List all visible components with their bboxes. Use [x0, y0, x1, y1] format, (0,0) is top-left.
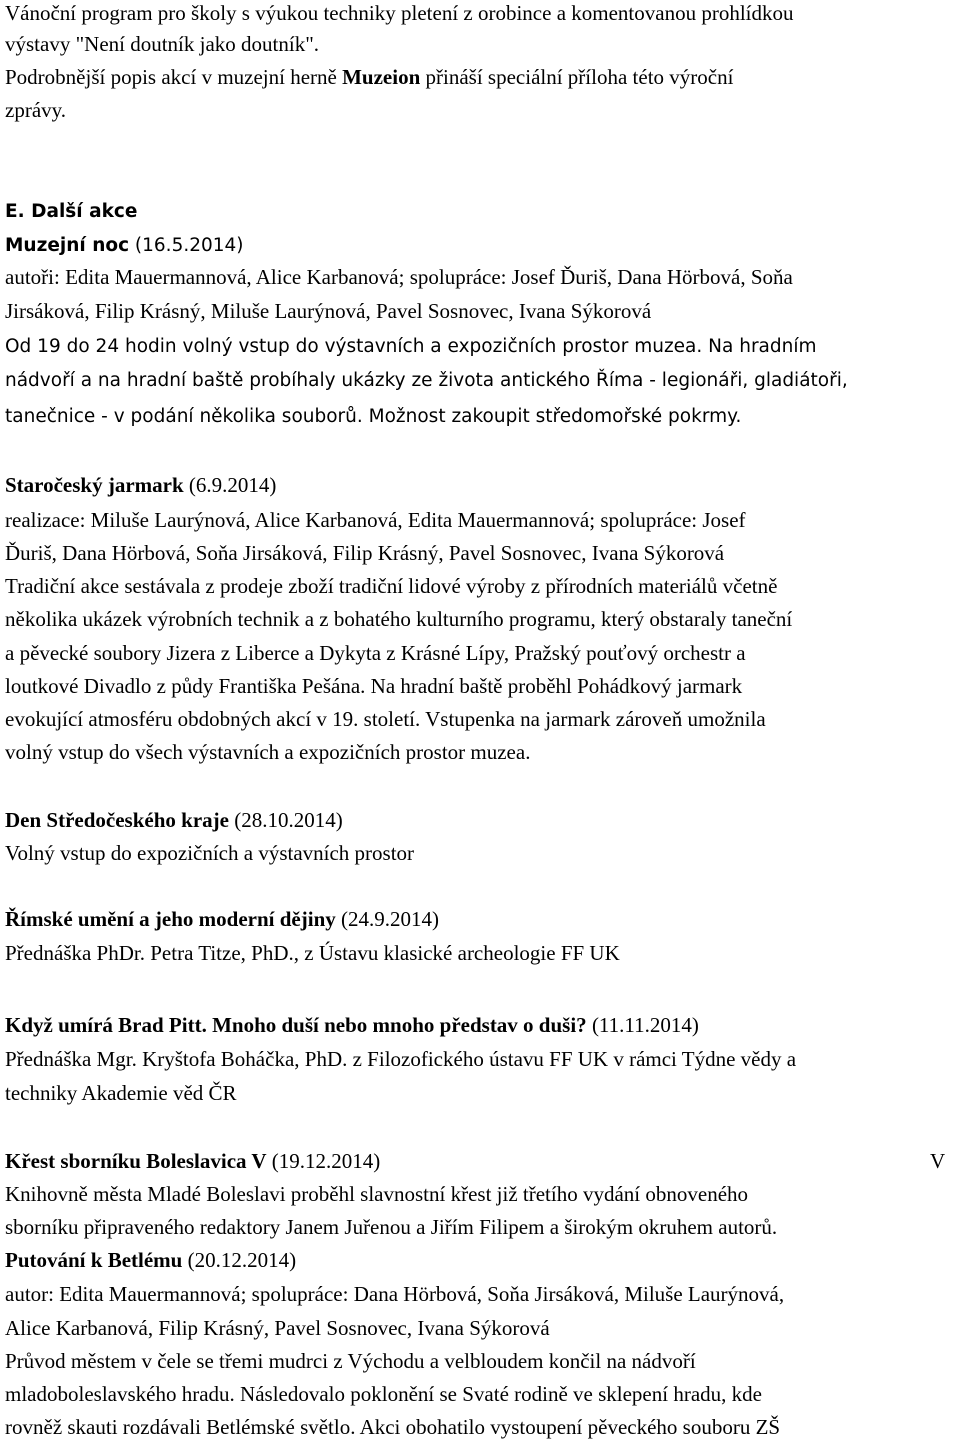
event-description: Průvod městem v čele se třemi mudrci z Východu a velbloudem končil na nádvoří	[5, 1349, 696, 1373]
event-date: (28.10.2014)	[228, 808, 343, 832]
intro-line-1	[5, 0, 794, 26]
event-authors: realizace: Miluše Laurýnová, Alice Karbanová, Edita Mauermannová; spolupráce: Josef	[5, 508, 746, 532]
intro-text: přináší speciální příloha této výroční	[420, 65, 734, 89]
muzejni-noc-desc-3	[5, 404, 741, 430]
event-date: (19.12.2014)	[266, 1149, 381, 1173]
event-authors: Ďuriš, Dana Hörbová, Soňa Jirsáková, Filip Krásný, Pavel Sosnovec, Ivana Sýkorová	[5, 541, 725, 565]
event-description: sborníku připraveného redaktory Janem Juřenou a Jiřím Filipem a širokým okruhem autorů.	[5, 1215, 778, 1239]
event-date: (16.5.2014)	[129, 235, 244, 256]
betlem-line-2	[5, 1315, 550, 1341]
jarmark-line-5	[5, 640, 746, 666]
event-description: techniky Akademie věd ČR	[5, 1081, 237, 1105]
event-title-den-kraje	[5, 807, 343, 833]
event-title: Křest sborníku Boleslavica V	[5, 1149, 267, 1173]
muzejni-noc-desc-1	[5, 332, 817, 358]
brad-pitt-line-1	[5, 1046, 796, 1072]
event-description: nádvoří a na hradní baště probíhaly ukázky ze života antického Říma - legionáři, gladiátoři,	[5, 370, 848, 391]
event-title-jarmark	[5, 472, 276, 498]
event-description: Knihovně města Mladé Boleslavi proběhl slavnostní křest již třetího vydání obnoveného	[5, 1182, 749, 1206]
event-authors: autoři: Edita Mauermannová, Alice Karbanová; spolupráce: Josef Ďuriš, Dana Hörbová, Soňa	[5, 265, 793, 289]
event-description: Možnost zakoupit středomořské pokrmy.	[362, 406, 742, 427]
brad-pitt-line-2	[5, 1080, 237, 1106]
section-heading-text: E. Další akce	[5, 201, 138, 222]
betlem-line-3	[5, 1348, 696, 1374]
jarmark-line-2	[5, 540, 724, 566]
intro-text: výstavy "Není doutník jako doutník".	[5, 32, 320, 56]
section-heading	[5, 199, 137, 225]
event-description: Volný vstup do expozičních a výstavních prostor	[5, 841, 415, 865]
event-authors: autor: Edita Mauermannová; spolupráce: Dana Hörbová, Soňa Jirsáková, Miluše Laurýnová,	[5, 1282, 785, 1306]
stray-v-text: V	[930, 1149, 946, 1173]
event-title-brad-pitt	[5, 1012, 699, 1038]
event-description: Přednáška PhDr. Petra Titze, PhD., z Ústavu klasické archeologie FF UK	[5, 941, 620, 965]
betlem-line-4	[5, 1381, 762, 1407]
event-description: evokující atmosféru obdobných akcí v 19. století. Vstupenka na jarmark zároveň umožnila	[5, 707, 766, 731]
jarmark-line-7	[5, 706, 766, 732]
stray-v-letter	[930, 1148, 945, 1174]
intro-line-2	[5, 31, 319, 57]
jarmark-line-6	[5, 673, 742, 699]
jarmark-line-3	[5, 573, 777, 599]
event-description: tanečnice - v podání několika souborů.	[5, 406, 363, 427]
event-date: (11.11.2014)	[586, 1013, 699, 1037]
event-description: několika ukázek výrobních technik a z bohatého kulturního programu, který obstaraly taneční	[5, 607, 793, 631]
intro-text: Vánoční program pro školy s výukou techniky pletení z orobince a komentovanou prohlídkou	[5, 1, 794, 25]
event-title: Římské umění a jeho moderní dějiny	[5, 907, 336, 931]
jarmark-line-8	[5, 739, 530, 765]
event-description: rovněž skauti rozdávali Betlémské světlo. Akci obohatilo vystoupení pěveckého souboru ZŠ	[5, 1415, 781, 1439]
krest-line-2	[5, 1214, 777, 1240]
intro-text: zprávy.	[5, 98, 67, 122]
event-title: Muzejní noc	[5, 235, 130, 256]
jarmark-line-4	[5, 606, 792, 632]
intro-line-4	[5, 97, 66, 123]
krest-line-1	[5, 1181, 748, 1207]
rimske-umeni-line-1	[5, 940, 620, 966]
jarmark-line-1	[5, 507, 746, 533]
event-description: loutkové Divadlo z půdy Františka Pešána. Na hradní baště proběhl Pohádkový jarmark	[5, 674, 743, 698]
event-date: (24.9.2014)	[335, 907, 439, 931]
muzejni-noc-authors-2	[5, 298, 651, 324]
event-title: Putování k Betlému	[5, 1248, 183, 1272]
event-title-betlem	[5, 1247, 296, 1273]
den-kraje-line-1	[5, 840, 414, 866]
betlem-line-5	[5, 1414, 780, 1440]
event-title-krest	[5, 1148, 380, 1174]
event-description: a pěvecké soubory Jizera z Liberce a Dykyta z Krásné Lípy, Pražský pouťový orchestr a	[5, 641, 746, 665]
event-date: (6.9.2014)	[183, 473, 277, 497]
event-title: Staročeský jarmark	[5, 473, 184, 497]
event-description: volný vstup do všech výstavních a expozičních prostor muzea.	[5, 740, 531, 764]
event-authors: Jirsáková, Filip Krásný, Miluše Laurýnová, Pavel Sosnovec, Ivana Sýkorová	[5, 299, 652, 323]
event-title-rimske-umeni	[5, 906, 439, 932]
event-description: mladoboleslavského hradu. Následovalo poklonění se Svaté rodině ve sklepení hradu, kde	[5, 1382, 762, 1406]
event-date: (20.12.2014)	[182, 1248, 297, 1272]
intro-text: Podrobnější popis akcí v muzejní herně	[5, 65, 343, 89]
muzejni-noc-desc-2	[5, 368, 848, 394]
event-description: Přednáška Mgr. Kryštofa Boháčka, PhD. z Filozofického ústavu FF UK v rámci Týdne vědy a	[5, 1047, 797, 1071]
event-title: Když umírá Brad Pitt. Mnoho duší nebo mnoho představ o duši?	[5, 1013, 587, 1037]
event-description: Od 19 do 24 hodin volný vstup do výstavních a expozičních prostor muzea.	[5, 336, 703, 357]
event-description: Tradiční akce sestávala z prodeje zboží tradiční lidové výroby z přírodních materiálů včetně	[5, 574, 778, 598]
event-authors: Alice Karbanová, Filip Krásný, Pavel Sosnovec, Ivana Sýkorová	[5, 1316, 550, 1340]
muzeion-name: Muzeion	[342, 65, 421, 89]
event-title-muzejni-noc	[5, 231, 244, 257]
muzejni-noc-authors-1	[5, 264, 793, 290]
event-description: Na hradním	[702, 336, 817, 357]
event-title: Den Středočeského kraje	[5, 808, 229, 832]
intro-line-3	[5, 64, 733, 90]
betlem-line-1	[5, 1281, 784, 1307]
